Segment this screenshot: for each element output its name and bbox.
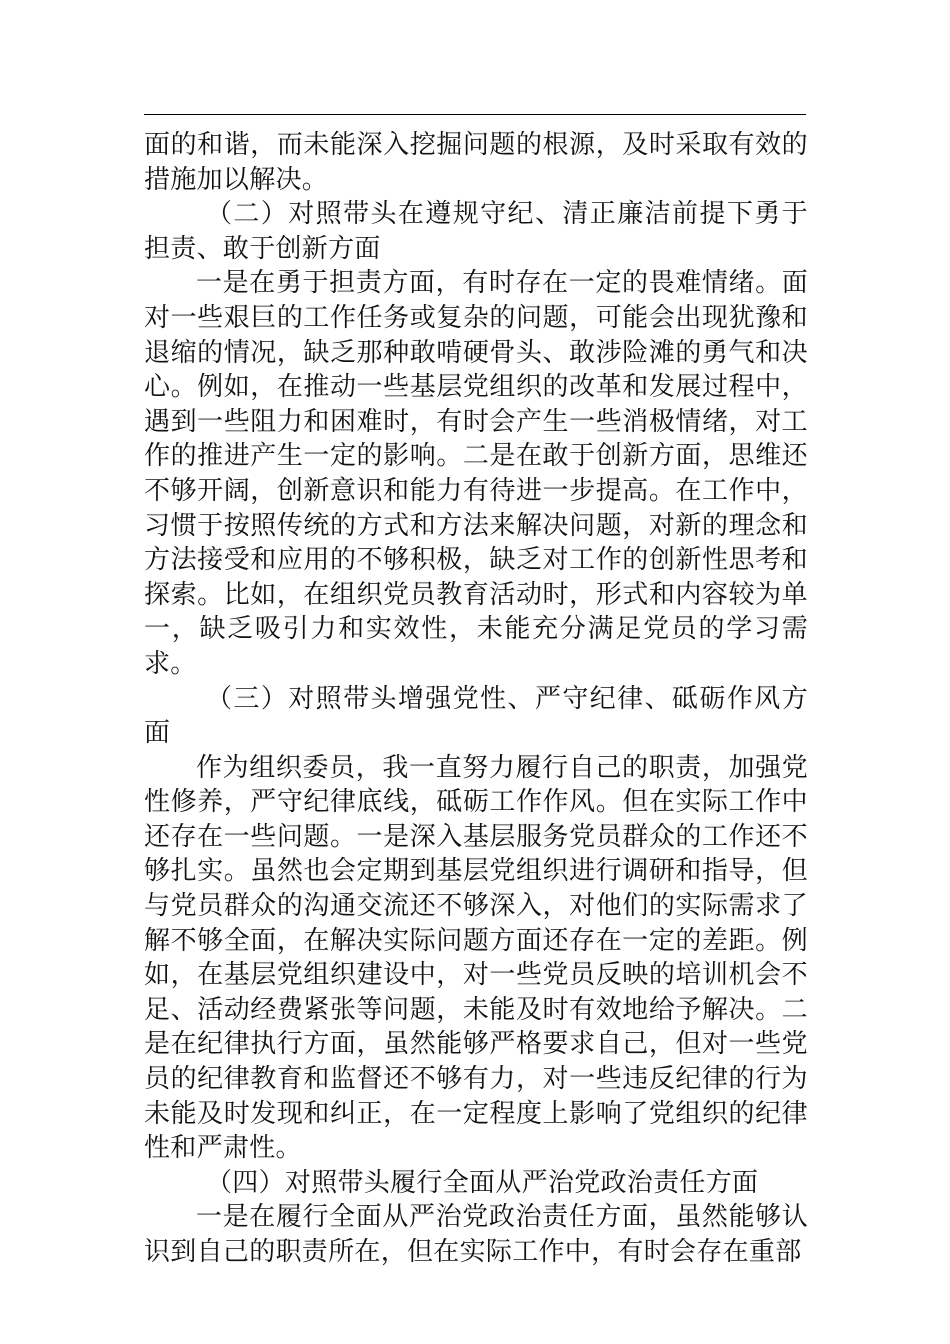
section-heading-4: （四）对照带头履行全面从严治党政治责任方面 [206,1167,759,1198]
paragraph-body: 一是在履行全面从严治党政治责任方面，虽然能够认识到自己的职责所在，但在实际工作中，有时会存在重部 [144,1202,808,1267]
paragraph-body: 一是在勇于担责方面，有时存在一定的畏难情绪。面对一些艰巨的工作任务或复杂的问题，可能会出现犹豫和退缩的情况，缺乏那种敢啃硬骨头、敢涉险滩的勇气和决心。例如，在推动一些基层党组织的改革和发展过程中，遇到一些阻力和困难时，有时会产生一些消极情绪，对工作的推进产生一定的影响。二是在敢于创新方面，思维还不够开阔，创新意识和能力有待进一步提高。在工作中，习惯于按照传统的方式和方法来解决问题，对新的理念和方法接受和应用的不够积极，缺乏对工作的创新性思考和探索。比如，在组织党员教育活动时，形式和内容较为单一，缺乏吸引力和实效性，未能充分满足党员的学习需求。 [144,268,808,679]
section-heading-2: （二）对照带头在遵规守纪、清正廉洁前提下勇于担责、敢于创新方面 [144,199,808,264]
header-rule [144,114,806,115]
paragraph-continuation: 面的和谐，而未能深入挖掘问题的根源，及时采取有效的措施加以解决。 [144,130,808,195]
paragraph-body: 作为组织委员，我一直努力履行自己的职责，加强党性修养，严守纪律底线，砥砺工作作风。但在实际工作中还存在一些问题。一是深入基层服务党员群众的工作还不够扎实。虽然也会定期到基层党组织进行调研和指导，但与党员群众的沟通交流还不够深入，对他们的实际需求了解不够全面，在解决实际问题方面还存在一定的差距。例如，在基层党组织建设中，对一些党员反映的培训机会不足、活动经费紧张等问题，未能及时有效地给予解决。二是在纪律执行方面，虽然能够严格要求自己，但对一些党员的纪律教育和监督还不够有力，对一些违反纪律的行为未能及时发现和纠正，在一定程度上影响了党组织的纪律性和严肃性。 [144,752,808,1164]
document-body [144,128,808,1270]
section-heading-3: （三）对照带头增强党性、严守纪律、砥砺作风方面 [144,683,808,749]
